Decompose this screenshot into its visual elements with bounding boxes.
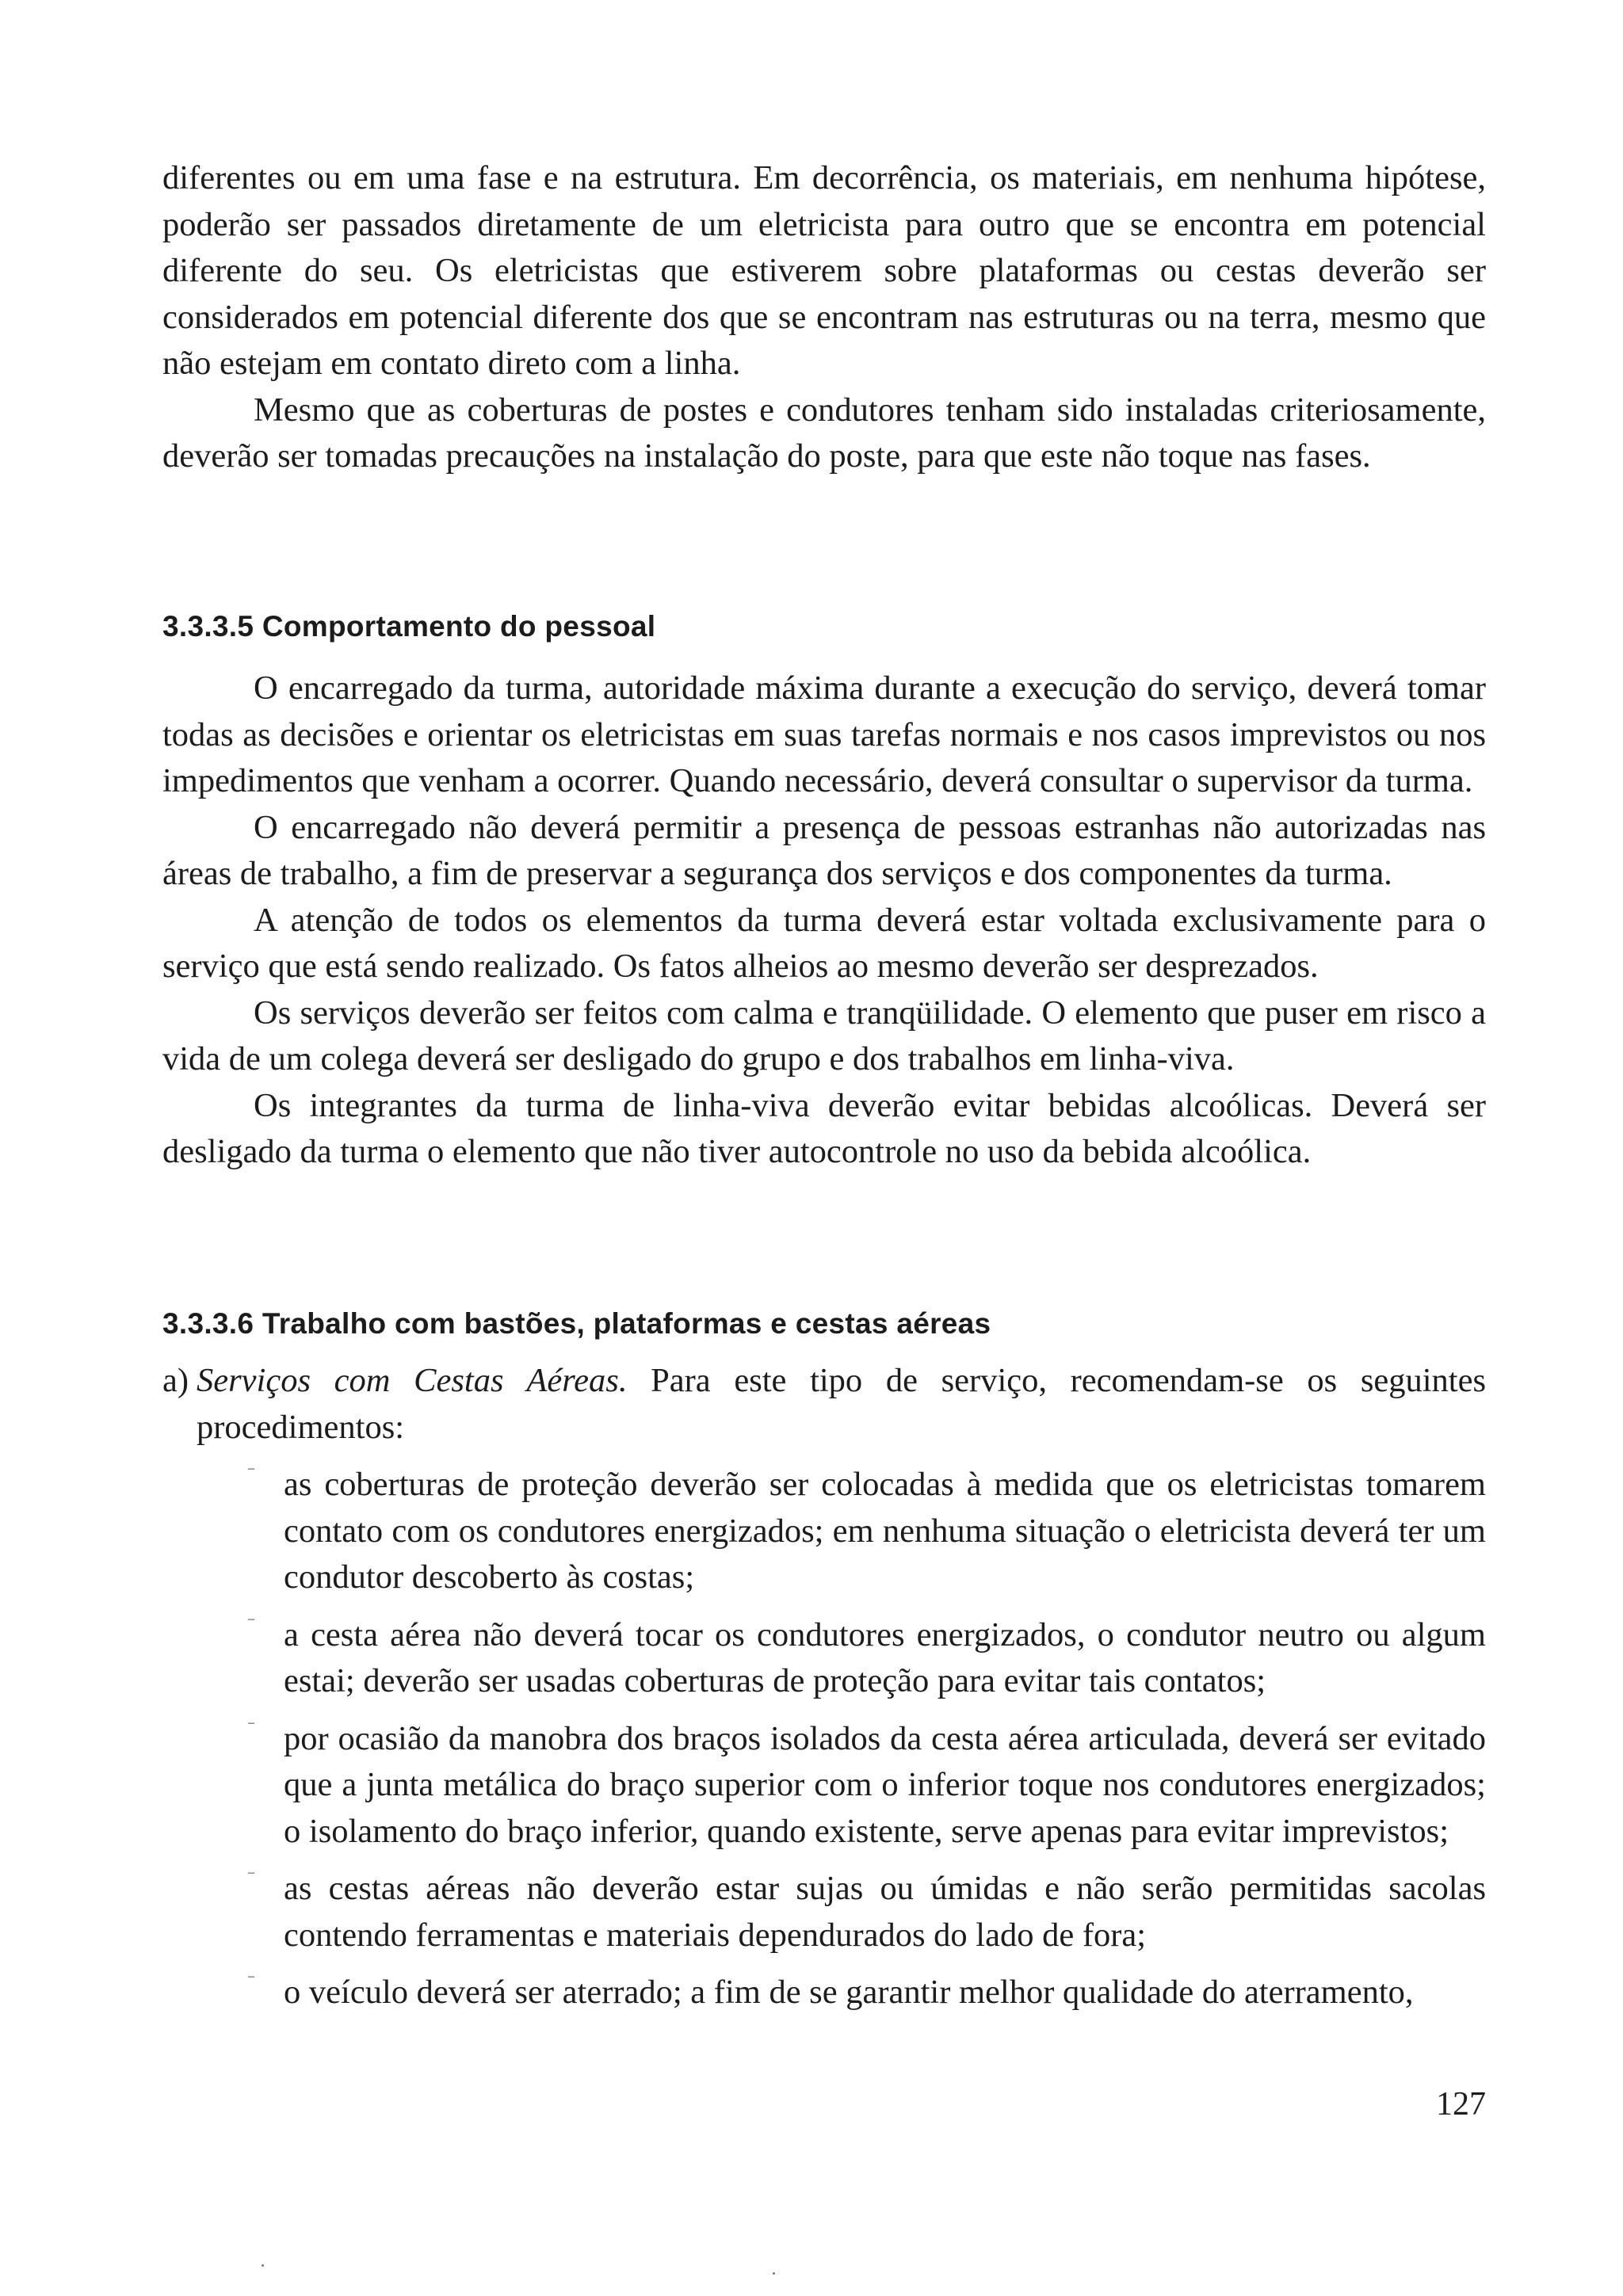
scan-speck	[773, 2272, 775, 2275]
list-item	[248, 1612, 1486, 1705]
paragraph: diferentes ou em uma fase e na estrutura. Em decorrência, os materiais, em nenhuma hipótese, poderão ser passados diretamente de um eletricista para outro que se encontra em potencial diferente do seu. Os eletricistas que estiverem sobre plataformas ou cestas deverão ser considerados em potencial diferente dos que se encontram nas estruturas ou na terra, mesmo que não estejam em contato direto com a linha.	[162, 159, 1486, 382]
dash-marker: –	[248, 1715, 255, 1730]
item-marker: a)	[162, 1362, 189, 1399]
section-3-3-3-6	[162, 1304, 1486, 2016]
dash-marker: –	[248, 1611, 255, 1626]
paragraph: Os integrantes da turma de linha-viva deverão evitar bebidas alcoólicas. Deverá ser desligado da turma o elemento que não tiver autocontrole no uso da bebida alcoólica.	[162, 1086, 1486, 1170]
paragraph: Os serviços deverão ser feitos com calma e tranqüilidade. O elemento que puser em risco a vida de um colega deverá ser desligado do grupo e dos trabalhos em linha-viva.	[162, 994, 1486, 1077]
dash-marker: –	[248, 1970, 255, 1983]
paragraph: O encarregado não deverá permitir a presença de pessoas estranhas não autorizadas nas áreas de trabalho, a fim de preservar a segurança dos serviços e dos componentes da turma.	[162, 808, 1486, 892]
page-number: 127	[1436, 2086, 1486, 2122]
list-item	[248, 1866, 1486, 1958]
list-item	[248, 1716, 1486, 1855]
bullet-text: o veículo deverá ser aterrado; a fim de se garantir melhor qualidade do aterramento,	[284, 1974, 1414, 2011]
section-heading: 3.3.3.6 Trabalho com bastões, plataformas e cestas aéreas	[162, 1307, 991, 1340]
section-heading: 3.3.3.5 Comportamento do pessoal	[162, 610, 656, 643]
intro-block	[162, 155, 1486, 480]
item-a-paragraph	[197, 1358, 1486, 1451]
section-3-3-3-5	[162, 607, 1486, 1176]
bullet-text: a cesta aérea não deverá tocar os condutores energizados, o condutor neutro ou algum estai; deverão ser usadas coberturas de proteção para evitar tais contatos;	[284, 1615, 1486, 1699]
list-item	[248, 1462, 1486, 1601]
scan-speck	[262, 2264, 264, 2267]
bullet-text: por ocasião da manobra dos braços isolados da cesta aérea articulada, deverá ser evitado que a junta metálica do braço superior com o inferior toque nos condutores energizados; o isolamento do braço inferior, quando existente, serve apenas para evitar imprevistos;	[284, 1719, 1486, 1850]
bullet-text: as coberturas de proteção deverão ser colocadas à medida que os eletricistas tomarem contato com os condutores energizados; em nenhuma situação o eletricista deverá ter um condutor descoberto às costas;	[284, 1466, 1486, 1596]
dash-marker: –	[248, 1462, 255, 1475]
item-text: Para este tipo de serviço, recomendam-se os seguintes procedimentos:	[197, 1362, 1486, 1446]
dash-marker: –	[248, 1866, 255, 1879]
list-item	[248, 1970, 1486, 2016]
bullet-list	[248, 1462, 1486, 2016]
paragraph: A atenção de todos os elementos da turma deverá estar voltada exclusivamente para o serviço que está sendo realizado. Os fatos alheios ao mesmo deverão ser desprezados.	[162, 901, 1486, 985]
list-item-a	[162, 1358, 1486, 2016]
item-title: Serviços com Cestas Aéreas.	[197, 1362, 628, 1399]
bullet-text: as cestas aéreas não deverão estar sujas ou úmidas e não serão permitidas sacolas contendo ferramentas e materiais dependurados do lado de fora;	[284, 1870, 1486, 1954]
paragraph: O encarregado da turma, autoridade máxima durante a execução do serviço, deverá tomar todas as decisões e orientar os eletricistas em suas tarefas normais e nos casos imprevistos ou nos impedimentos que venham a ocorrer. Quando necessário, deverá consultar o supervisor da turma.	[162, 669, 1486, 799]
paragraph: Mesmo que as coberturas de postes e condutores tenham sido instaladas criteriosamente, deverão ser tomadas precauções na instalação do poste, para que este não toque nas fases.	[162, 391, 1486, 475]
